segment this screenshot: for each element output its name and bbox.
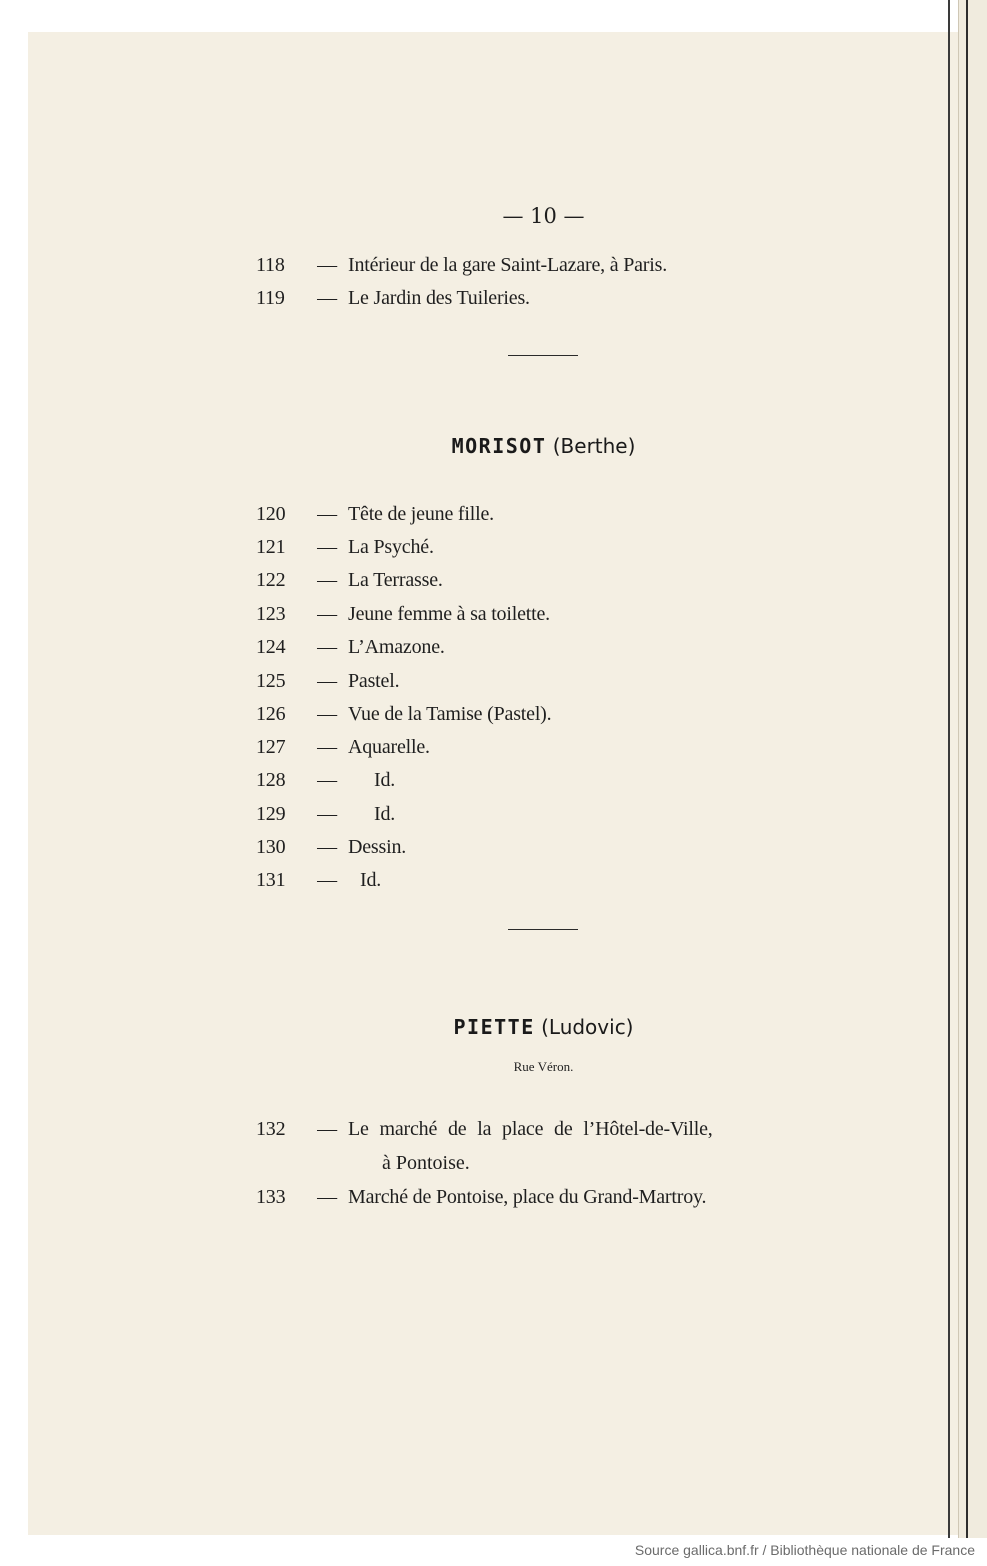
source-credit: Source gallica.bnf.fr / Bibliothèque nationale de France (634, 1542, 975, 1558)
entry-continuation: à Pontoise. (382, 1152, 470, 1174)
catalog-entry (256, 503, 494, 526)
entry-number: 119 (256, 287, 285, 309)
binding-edge-outer (966, 0, 968, 1540)
entry-dash: — (317, 670, 337, 692)
catalog-entry (256, 670, 399, 693)
catalog-entry (256, 1186, 706, 1209)
entry-dash: — (317, 869, 337, 891)
entry-title: Id. (374, 769, 396, 791)
entry-title: Jeune femme à sa toilette. (348, 603, 550, 625)
entry-number: 121 (256, 536, 286, 558)
entry-title: Le marché de la place de l’Hôtel-de-Ville, (348, 1118, 713, 1140)
entry-number: 133 (256, 1186, 286, 1208)
catalog-entry (256, 1118, 713, 1141)
artist-firstname: (Ludovic) (541, 1015, 634, 1039)
catalog-entry (256, 836, 406, 859)
entry-dash: — (317, 736, 337, 758)
entry-number: 123 (256, 603, 286, 625)
entry-dash: — (317, 287, 337, 309)
entry-title: Vue de la Tamise (Pastel). (348, 703, 552, 725)
entry-dash: — (317, 254, 337, 276)
entry-number: 125 (256, 670, 286, 692)
entry-number: 128 (256, 769, 286, 791)
catalog-entry (256, 803, 395, 826)
artist-address: Rue Véron. (513, 1059, 574, 1074)
entry-dash: — (317, 769, 337, 791)
catalog-entry (256, 636, 445, 659)
entry-number: 126 (256, 703, 286, 725)
entry-number: 118 (256, 254, 285, 276)
binding-edge (948, 0, 950, 1540)
catalog-entry (256, 703, 551, 726)
catalog-entry (256, 869, 381, 892)
entry-dash: — (317, 536, 337, 558)
entry-title: Pastel. (348, 670, 400, 692)
entry-dash: — (317, 836, 337, 858)
artist-heading-piette (0, 1015, 987, 1039)
catalog-entry (256, 769, 395, 792)
entry-title: Id. (374, 803, 396, 825)
entry-dash: — (317, 636, 337, 658)
section-divider (508, 355, 578, 356)
entry-title: Tête de jeune fille. (348, 503, 494, 525)
entry-title: Dessin. (348, 836, 407, 858)
entry-title: Intérieur de la gare Saint-Lazare, à Paris. (348, 254, 668, 276)
catalog-entry (256, 569, 443, 592)
entry-number: 127 (256, 736, 286, 758)
entry-title: Marché de Pontoise, place du Grand-Martroy. (348, 1186, 707, 1208)
entry-number: 122 (256, 569, 286, 591)
entry-number: 130 (256, 836, 286, 858)
catalog-entry (256, 536, 434, 559)
entry-title: L’Amazone. (348, 636, 445, 658)
artist-heading-morisot (0, 434, 987, 458)
entry-title: Aquarelle. (348, 736, 430, 758)
entry-dash: — (317, 503, 337, 525)
entry-dash: — (317, 603, 337, 625)
artist-surname: MORISOT (451, 434, 547, 458)
entry-title: La Psyché. (348, 536, 434, 558)
entry-title: La Terrasse. (348, 569, 443, 591)
artist-firstname: (Berthe) (552, 434, 636, 458)
entry-number: 132 (256, 1118, 286, 1140)
entry-number: 124 (256, 636, 286, 658)
entry-dash: — (317, 703, 337, 725)
entry-number: 120 (256, 503, 286, 525)
catalog-entry (256, 287, 530, 310)
entry-title: Id. (360, 869, 382, 891)
section-divider (508, 929, 578, 930)
artist-surname: PIETTE (453, 1015, 535, 1039)
page-gutter (958, 0, 987, 1538)
catalog-entry (256, 603, 550, 626)
entry-dash: — (317, 569, 337, 591)
entry-dash: — (317, 1186, 337, 1208)
catalog-entry (256, 254, 667, 277)
catalog-entry (256, 736, 430, 759)
page-number: — 10 — (502, 204, 585, 228)
entry-dash: — (317, 1118, 337, 1140)
entry-number: 129 (256, 803, 286, 825)
entry-number: 131 (256, 869, 286, 891)
entry-title: Le Jardin des Tuileries. (348, 287, 530, 309)
entry-dash: — (317, 803, 337, 825)
